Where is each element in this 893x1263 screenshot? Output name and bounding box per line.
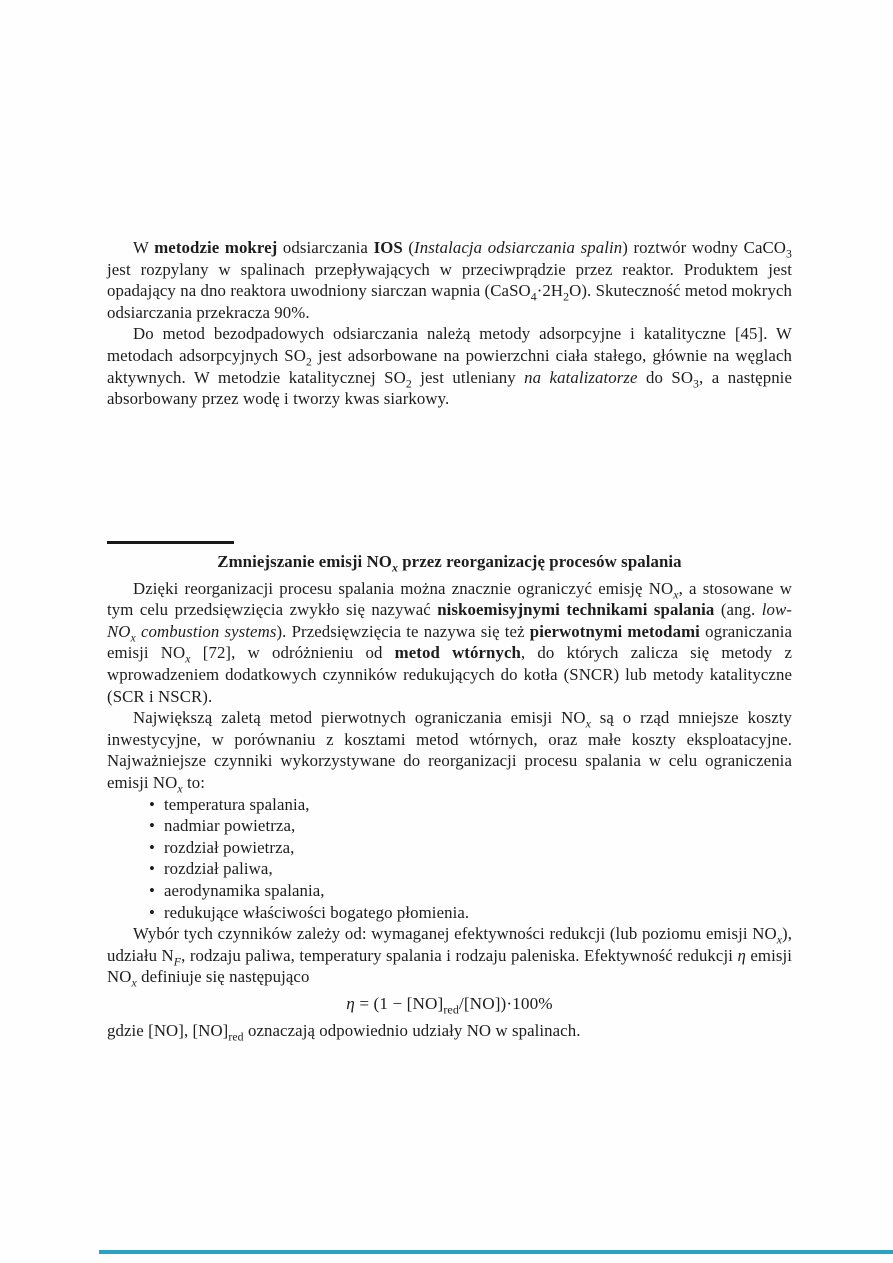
bullet-icon: •	[149, 816, 155, 836]
bullet-item	[149, 815, 792, 837]
paragraph-waste-free-methods: Do metod bezodpadowych odsiarczania należą metody adsorpcyjne i katalityczne [45]. W metodach adsorpcyjnych $SO_2$ jest adsorbowane na powierzchni ciała stałego, głównie na węglach aktywnych. W metodzie katalitycznej $SO_2$ jest utleniany na katalizatorze do $SO_3$, a następnie absorbowany przez wodę i tworzy kwas siarkowy.	[107, 324, 793, 409]
formula-reduction-efficiency: $\eta = (1 - [NO]_{red}/[NO])\cdot 100\%$	[346, 993, 553, 1017]
bullet-item-label: rozdział powietrza,	[163, 837, 295, 857]
paragraph-factor-selection: Wybór tych czynników zależy od: wymaganej efektywności redukcji (lub poziomu emisji $NO_x$), udziału $N_F$, rodzaju paliwa, temperatury spalania i rodzaju paleniska. Efektywność redukcji η emisji $NO_x$ definiuje się następująco	[107, 924, 792, 990]
bullet-item	[149, 880, 792, 902]
section-separator-line	[107, 541, 234, 544]
text-block-nox-reduction	[107, 551, 793, 1044]
bullet-icon: •	[149, 880, 155, 900]
bullet-item	[149, 794, 792, 816]
bullet-item-label: aerodynamika spalania,	[163, 880, 325, 900]
paragraph-formula-legend: gdzie [NO], $[NO]_{red}$ oznaczają odpowiednio udziały NO w spalinach.	[107, 1020, 581, 1044]
paragraph-wet-method: W metodzie mokrej odsiarczania IOS (Instalacja odsiarczania spalin) roztwór wodny CaCO$_3$ jest rozpylany w spalinach przepływających w przeciwprądzie przez reaktor. Produktem jest opadający na dno reaktora uwodniony siarczan wapnia $(CaSO_4\cdot 2H_2O)$. Skuteczność metod mokrych odsiarczania przekracza 90%.	[107, 238, 793, 322]
bullet-item-label: rozdział paliwa,	[163, 859, 273, 879]
scan-edge-line	[99, 1250, 893, 1254]
bullet-icon: •	[149, 837, 155, 857]
bullet-item	[149, 902, 792, 924]
bullet-item-label: temperatura spalania,	[163, 794, 310, 814]
section-heading: Zmniejszanie emisji $NO_x$ przez reorganizację procesów spalania	[217, 552, 682, 575]
text-block-desulfurization	[107, 237, 792, 410]
paragraph-primary-methods-advantages: Największą zaletą metod pierwotnych ograniczania emisji $NO_x$ są o rząd mniejsze koszty inwestycyjne, w porównaniu z kosztami metod wtórnych, oraz małe koszty eksploatacyjne. Najważniejsze czynniki wykorzystywane do reorganizacji procesu spalania w celu ograniczenia emisji $NO_x$ to:	[107, 708, 792, 796]
bullet-icon: •	[149, 794, 155, 814]
bullet-item-label: nadmiar powietrza,	[163, 816, 296, 836]
bullet-list	[107, 794, 792, 924]
paragraph-low-nox-techniques: Dzięki reorganizacji procesu spalania można znacznie ograniczyć emisję $NO_x$, a stosowane w tym celu przedsięwzięcia zwykło się nazywać niskoemisyjnymi technikami spalania (ang. low-$NO_x$ combustion systems). Przedsięwzięcia te nazywa się też pierwotnymi metodami ograniczania emisji $NO_x$ [72], w odróżnieniu od metod wtórnych, do których zalicza się metody z wprowadzeniem dodatkowych czynników redukujących do kotła (SNCR) lub metody katalityczne (SCR i NSCR).	[107, 578, 793, 706]
bullet-icon: •	[149, 902, 155, 922]
bullet-item	[149, 858, 792, 880]
bullet-icon: •	[149, 859, 155, 879]
bullet-item-label: redukujące właściwości bogatego płomienia.	[163, 902, 470, 922]
bullet-item	[149, 837, 792, 859]
